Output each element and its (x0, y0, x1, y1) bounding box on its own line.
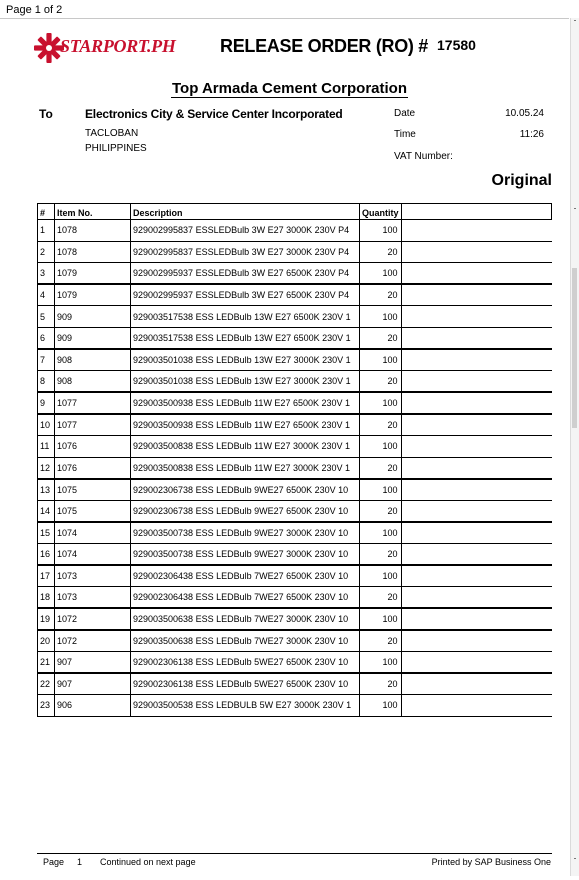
table-row (38, 457, 552, 479)
row-description: 929002995937 ESSLEDBulb 3W E27 6500K 230V P4 (131, 284, 360, 306)
address-line-1: TACLOBAN (85, 128, 139, 139)
row-num: 14 (38, 500, 55, 522)
header-quantity: Quantity (360, 204, 402, 220)
row-description: 929002306138 ESS LEDBulb 5WE27 6500K 230V 10 (131, 651, 360, 673)
table-row (38, 241, 552, 263)
company-name: Top Armada Cement Corporation (171, 80, 407, 97)
to-label: To (39, 107, 53, 121)
row-item-no: 908 (55, 349, 131, 371)
row-quantity: 20 (360, 414, 402, 436)
table-row (38, 608, 552, 630)
row-num: 22 (38, 673, 55, 695)
row-description: 929002306438 ESS LEDBulb 7WE27 6500K 230V 10 (131, 565, 360, 587)
row-num: 9 (38, 392, 55, 414)
customer-name: Electronics City & Service Center Incorporated (85, 107, 343, 121)
row-blank (401, 435, 551, 457)
row-item-no: 907 (55, 673, 131, 695)
header-blank (401, 204, 551, 220)
row-item-no: 1075 (55, 479, 131, 501)
footer-continued: Continued on next page (100, 857, 196, 867)
row-item-no: 907 (55, 651, 131, 673)
table-row (38, 306, 552, 328)
row-blank (401, 284, 551, 306)
row-num: 15 (38, 522, 55, 544)
row-quantity: 20 (360, 673, 402, 695)
row-blank (401, 543, 551, 565)
header-description: Description (131, 204, 360, 220)
row-num: 19 (38, 608, 55, 630)
row-description: 929003517538 ESS LEDBulb 13W E27 6500K 230V 1 (131, 327, 360, 349)
row-num: 1 (38, 220, 55, 242)
row-blank (401, 587, 551, 609)
row-quantity: 20 (360, 500, 402, 522)
row-item-no: 1073 (55, 587, 131, 609)
row-item-no: 1073 (55, 565, 131, 587)
table-row (38, 435, 552, 457)
row-description: 929003500638 ESS LEDBulb 7WE27 3000K 230V 10 (131, 608, 360, 630)
table-row (38, 220, 552, 242)
row-num: 12 (38, 457, 55, 479)
row-blank (401, 371, 551, 393)
row-description: 929003501038 ESS LEDBulb 13W E27 3000K 230V 1 (131, 349, 360, 371)
logo-text: STARPORT.PH (60, 36, 176, 56)
row-quantity: 100 (360, 263, 402, 285)
scroll-marker (574, 208, 576, 209)
items-table (37, 203, 552, 717)
row-blank (401, 608, 551, 630)
row-description: 929003500738 ESS LEDBulb 9WE27 3000K 230V 10 (131, 522, 360, 544)
row-num: 7 (38, 349, 55, 371)
row-item-no: 908 (55, 371, 131, 393)
row-description: 929002995937 ESSLEDBulb 3W E27 6500K 230V P4 (131, 263, 360, 285)
row-blank (401, 349, 551, 371)
time-label: Time (394, 129, 416, 140)
row-blank (401, 651, 551, 673)
address-line-2: PHILIPPINES (85, 143, 147, 154)
row-num: 10 (38, 414, 55, 436)
row-quantity: 20 (360, 630, 402, 652)
row-item-no: 1077 (55, 392, 131, 414)
page-indicator: Page 1 of 2 (6, 4, 63, 16)
row-item-no: 1072 (55, 608, 131, 630)
row-quantity: 20 (360, 371, 402, 393)
vertical-scrollbar[interactable] (570, 18, 579, 876)
table-row (38, 327, 552, 349)
row-item-no: 1078 (55, 241, 131, 263)
table-row (38, 565, 552, 587)
copy-type-label: Original (491, 172, 552, 189)
row-item-no: 1079 (55, 284, 131, 306)
row-num: 18 (38, 587, 55, 609)
table-row (38, 263, 552, 285)
row-description: 929002306738 ESS LEDBulb 9WE27 6500K 230V 10 (131, 500, 360, 522)
row-description: 929002995837 ESSLEDBulb 3W E27 3000K 230V P4 (131, 241, 360, 263)
table-row (38, 349, 552, 371)
row-num: 8 (38, 371, 55, 393)
table-row (38, 414, 552, 436)
row-num: 16 (38, 543, 55, 565)
time-value: 11:26 (519, 129, 544, 140)
row-description: 929003500838 ESS LEDBulb 11W E27 3000K 230V 1 (131, 435, 360, 457)
row-num: 3 (38, 263, 55, 285)
row-description: 929003501038 ESS LEDBulb 13W E27 3000K 230V 1 (131, 371, 360, 393)
row-blank (401, 630, 551, 652)
row-quantity: 20 (360, 327, 402, 349)
row-quantity: 100 (360, 695, 402, 717)
row-quantity: 100 (360, 651, 402, 673)
row-blank (401, 457, 551, 479)
row-blank (401, 565, 551, 587)
date-value: 10.05.24 (505, 108, 544, 119)
vat-label: VAT Number: (394, 151, 453, 162)
table-body (38, 220, 552, 717)
row-item-no: 909 (55, 327, 131, 349)
row-num: 17 (38, 565, 55, 587)
scroll-up-icon[interactable] (574, 20, 576, 21)
row-quantity: 20 (360, 543, 402, 565)
document-title: RELEASE ORDER (RO) # (220, 36, 429, 56)
row-num: 11 (38, 435, 55, 457)
row-quantity: 20 (360, 457, 402, 479)
row-quantity: 100 (360, 220, 402, 242)
date-label: Date (394, 108, 416, 119)
row-blank (401, 306, 551, 328)
row-quantity: 100 (360, 349, 402, 371)
header-item-no: Item No. (55, 204, 131, 220)
row-description: 929002306738 ESS LEDBulb 9WE27 6500K 230V 10 (131, 479, 360, 501)
footer-printed-by: Printed by SAP Business One (431, 857, 551, 867)
row-item-no: 909 (55, 306, 131, 328)
row-item-no: 1074 (55, 543, 131, 565)
row-item-no: 1072 (55, 630, 131, 652)
table-row (38, 392, 552, 414)
row-description: 929003517538 ESS LEDBulb 13W E27 6500K 230V 1 (131, 306, 360, 328)
table-row (38, 673, 552, 695)
row-description: 929003500638 ESS LEDBulb 7WE27 3000K 230V 10 (131, 630, 360, 652)
row-blank (401, 241, 551, 263)
footer-page-number: 1 (77, 857, 83, 867)
row-item-no: 1079 (55, 263, 131, 285)
scrollbar-thumb[interactable] (572, 268, 577, 428)
row-blank (401, 522, 551, 544)
row-description: 929003500538 ESS LEDBULB 5W E27 3000K 230V 1 (131, 695, 360, 717)
row-quantity: 100 (360, 565, 402, 587)
row-quantity: 20 (360, 241, 402, 263)
table-row (38, 543, 552, 565)
row-blank (401, 673, 551, 695)
table-row (38, 479, 552, 501)
row-num: 6 (38, 327, 55, 349)
row-num: 23 (38, 695, 55, 717)
row-item-no: 906 (55, 695, 131, 717)
row-quantity: 100 (360, 435, 402, 457)
table-row (38, 587, 552, 609)
release-order-number: 17580 (437, 37, 476, 53)
row-item-no: 1075 (55, 500, 131, 522)
row-description: 929002306438 ESS LEDBulb 7WE27 6500K 230V 10 (131, 587, 360, 609)
row-num: 4 (38, 284, 55, 306)
row-quantity: 20 (360, 284, 402, 306)
row-item-no: 1076 (55, 457, 131, 479)
row-quantity: 20 (360, 587, 402, 609)
row-item-no: 1077 (55, 414, 131, 436)
row-num: 2 (38, 241, 55, 263)
row-blank (401, 479, 551, 501)
row-blank (401, 414, 551, 436)
row-blank (401, 392, 551, 414)
row-description: 929002306138 ESS LEDBulb 5WE27 6500K 230V 10 (131, 673, 360, 695)
row-item-no: 1078 (55, 220, 131, 242)
table-row (38, 284, 552, 306)
row-item-no: 1076 (55, 435, 131, 457)
footer-divider (37, 853, 552, 854)
table-row (38, 630, 552, 652)
table-row (38, 522, 552, 544)
row-quantity: 100 (360, 306, 402, 328)
row-description: 929003500738 ESS LEDBulb 9WE27 3000K 230V 10 (131, 543, 360, 565)
row-blank (401, 327, 551, 349)
row-item-no: 1074 (55, 522, 131, 544)
row-blank (401, 500, 551, 522)
row-description: 929003500938 ESS LEDBulb 11W E27 6500K 230V 1 (131, 414, 360, 436)
row-quantity: 100 (360, 392, 402, 414)
table-row (38, 651, 552, 673)
row-quantity: 100 (360, 522, 402, 544)
footer-page-label: Page (43, 857, 65, 867)
row-blank (401, 263, 551, 285)
row-num: 20 (38, 630, 55, 652)
row-description: 929002995837 ESSLEDBulb 3W E27 3000K 230V P4 (131, 220, 360, 242)
scroll-down-icon[interactable] (574, 858, 576, 859)
row-num: 5 (38, 306, 55, 328)
row-description: 929003500838 ESS LEDBulb 11W E27 3000K 230V 1 (131, 457, 360, 479)
table-row (38, 500, 552, 522)
row-quantity: 100 (360, 608, 402, 630)
row-num: 21 (38, 651, 55, 673)
row-num: 13 (38, 479, 55, 501)
table-row (38, 371, 552, 393)
row-blank (401, 220, 551, 242)
row-quantity: 100 (360, 479, 402, 501)
table-row (38, 695, 552, 717)
table-header-row (38, 204, 552, 220)
row-description: 929003500938 ESS LEDBulb 11W E27 6500K 230V 1 (131, 392, 360, 414)
header-num: # (38, 204, 55, 220)
row-blank (401, 695, 551, 717)
